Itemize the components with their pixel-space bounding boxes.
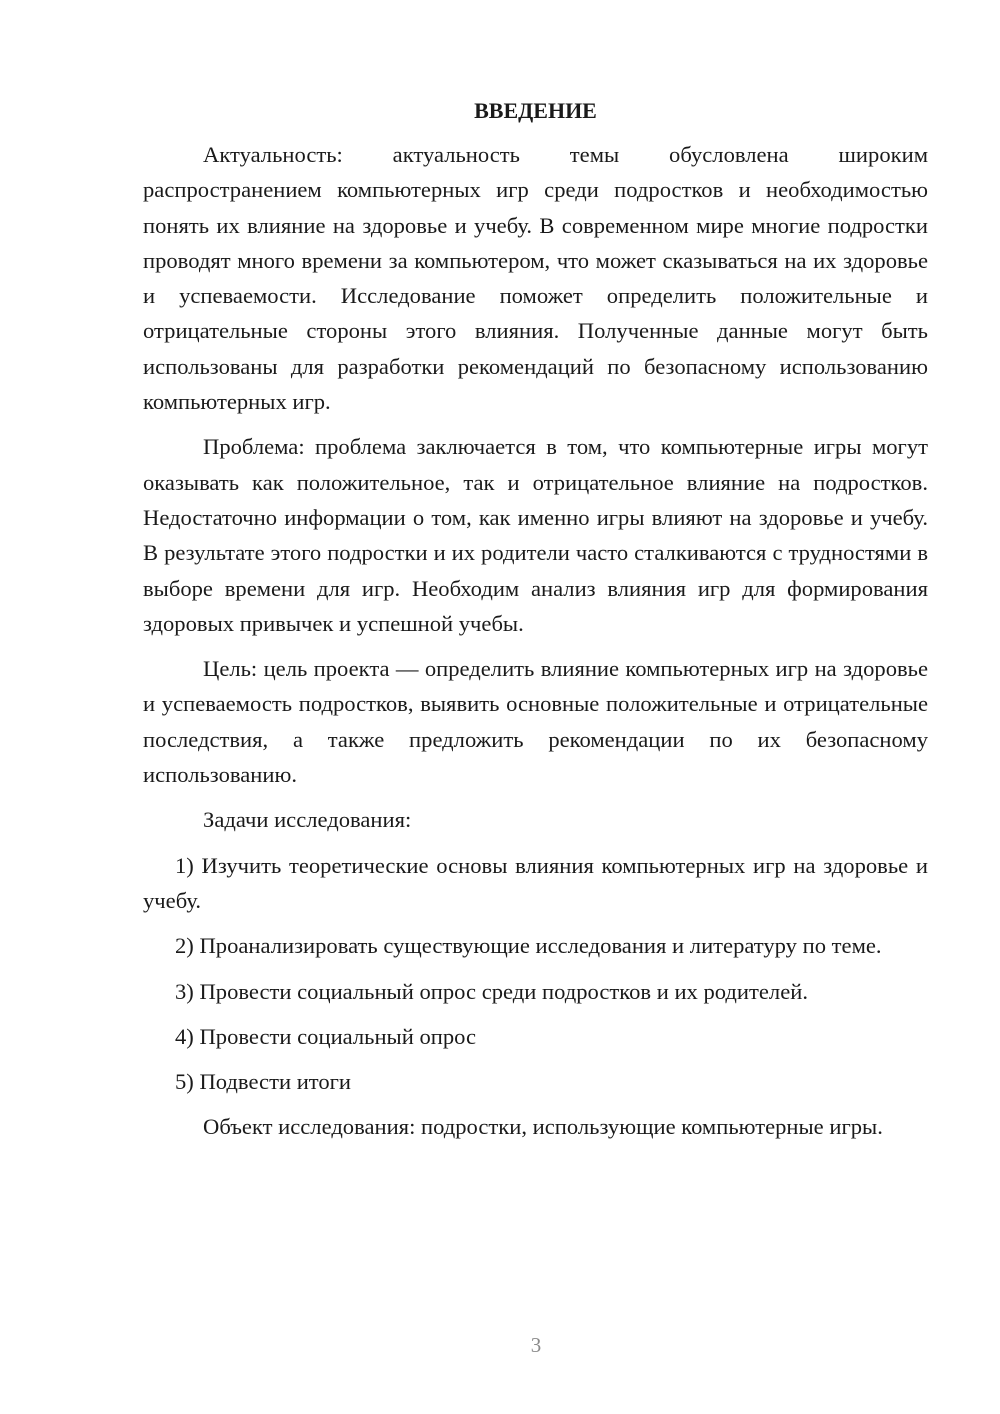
task-item: 5) Подвести итоги [175, 1069, 352, 1095]
paragraph-relevance: Актуальность: актуальность темы обусловлена широким распространением компьютерных игр среди подростков и необходимостью понять их влияние на здоровье и учебу. В современном мире многие подростки проводят много времени за компьютером, что может сказываться на их здоровье и успеваемости. Исследование поможет определить положительные и отрицательные стороны этого влияния. Полученные данные могут быть использованы для разработки рекомендаций по безопасному использованию компьютерных игр. [143, 142, 928, 415]
paragraph-problem: Проблема: проблема заключается в том, что компьютерные игры могут оказывать как положительное, так и отрицательное влияние на подростков. Недостаточно информации о том, как именно игры влияют на здоровье и учебу. В результате этого подростки и их родители часто сталкиваются с трудностями в выборе времени для игр. Необходим анализ влияния игр для формирования здоровых привычек и успешной учебы. [143, 434, 928, 636]
tasks-heading: Задачи исследования: [203, 807, 412, 833]
page-content [143, 96, 928, 1155]
paragraph-object: Объект исследования: подростки, использующие компьютерные игры. [203, 1114, 883, 1140]
page-title: ВВЕДЕНИЕ [474, 98, 597, 123]
task-item: 4) Провести социальный опрос [175, 1023, 477, 1049]
paragraph-goal: Цель: цель проекта — определить влияние компьютерных игр на здоровье и успеваемость подростков, выявить основные положительные и отрицательные последствия, а также предложить рекомендации по их безопасному использованию. [143, 656, 928, 788]
task-item: 2) Проанализировать существующие исследования и литературу по теме. [175, 933, 882, 959]
task-item: 1) Изучить теоретические основы влияния компьютерных игр на здоровье и учебу. [143, 852, 928, 913]
task-item: 3) Провести социальный опрос среди подростков и их родителей. [175, 978, 808, 1004]
page-number: 3 [530, 1333, 542, 1357]
